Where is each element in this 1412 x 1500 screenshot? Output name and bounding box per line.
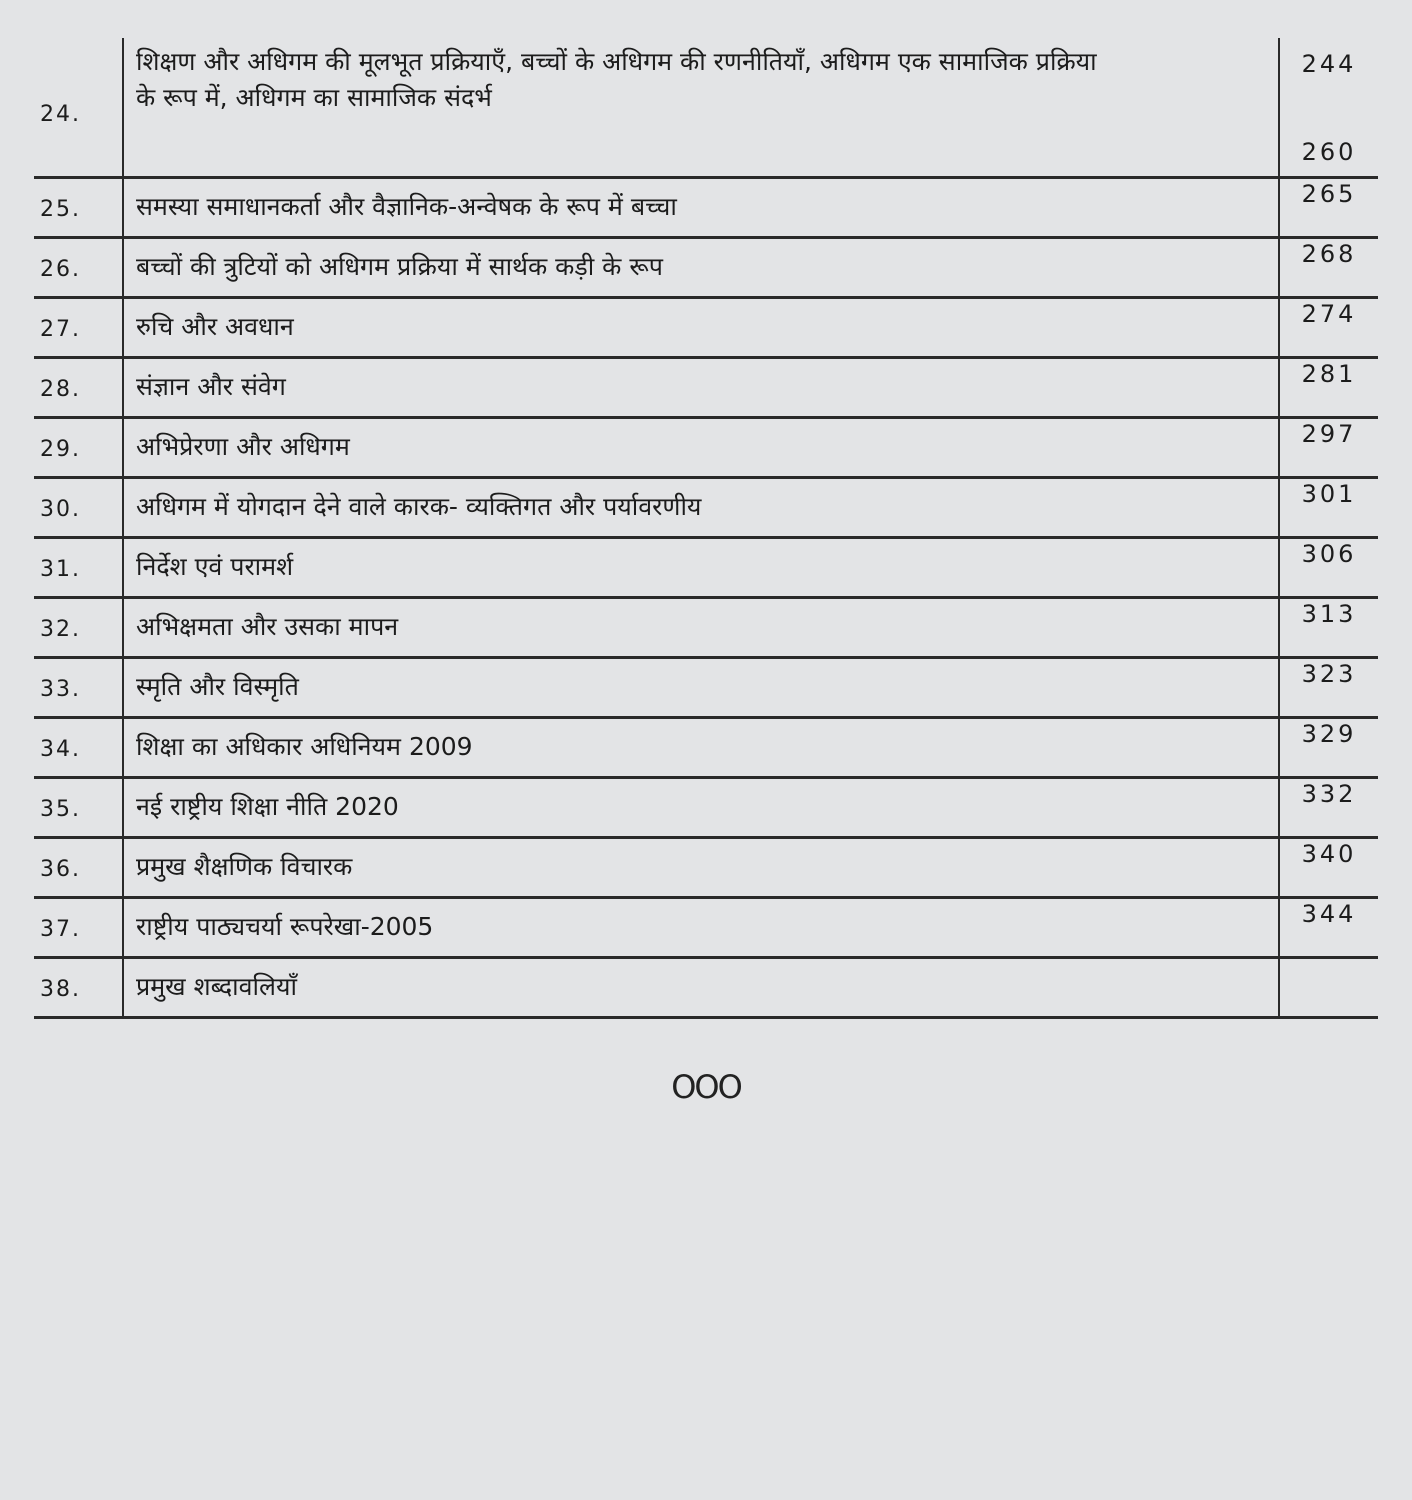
page-number-top: 244 [1301, 50, 1357, 78]
page-number: 301 [1278, 479, 1378, 536]
table-of-contents [34, 38, 1378, 1019]
page-number: 260 [1301, 138, 1357, 166]
page-number: 332 [1278, 779, 1378, 836]
chapter-title: बच्चों की त्रुटियों को अधिगम प्रक्रिया में सार्थक कड़ी के रूप [122, 239, 1278, 296]
chapter-number: 32. [40, 617, 81, 642]
page-number: 313 [1278, 599, 1378, 656]
toc-row-24 [34, 38, 1378, 179]
chapter-title: समस्या समाधानकर्ता और वैज्ञानिक-अन्वेषक के रूप में बच्चा [122, 179, 1278, 236]
chapter-title: प्रमुख शैक्षणिक विचारक [122, 839, 1278, 896]
chapter-title [122, 38, 1278, 176]
chapter-number: 35. [40, 797, 81, 822]
chapter-title: अधिगम में योगदान देने वाले कारक- व्यक्तिगत और पर्यावरणीय [122, 479, 1278, 536]
page-number: 344 [1278, 899, 1378, 956]
page-number: 281 [1278, 359, 1378, 416]
toc-row-32 [34, 599, 1378, 659]
chapter-title: शिक्षा का अधिकार अधिनियम 2009 [122, 719, 1278, 776]
toc-row-25 [34, 179, 1378, 239]
chapter-title: नई राष्ट्रीय शिक्षा नीति 2020 [122, 779, 1278, 836]
chapter-number: 36. [40, 857, 81, 882]
page-number: 340 [1278, 839, 1378, 896]
toc-row-26 [34, 239, 1378, 299]
toc-row-37 [34, 899, 1378, 959]
chapter-number: 34. [40, 737, 81, 762]
chapter-title: निर्देश एवं परामर्श [122, 539, 1278, 596]
chapter-number: 26. [40, 257, 81, 282]
chapter-title: रुचि और अवधान [122, 299, 1278, 356]
chapter-title: अभिप्रेरणा और अधिगम [122, 419, 1278, 476]
page-number-column [1278, 38, 1378, 188]
chapter-number: 31. [40, 557, 81, 582]
page-number: 329 [1278, 719, 1378, 776]
toc-row-31 [34, 539, 1378, 599]
chapter-number: 24. [40, 102, 81, 127]
page-number: 306 [1278, 539, 1378, 596]
toc-row-28 [34, 359, 1378, 419]
toc-row-36 [34, 839, 1378, 899]
chapter-number: 30. [40, 497, 81, 522]
chapter-title: प्रमुख शब्दावलियाँ [122, 959, 1278, 1016]
end-of-section-mark: OOO [671, 1068, 741, 1106]
page-number: 268 [1278, 239, 1378, 296]
chapter-number: 38. [40, 977, 81, 1002]
page-number: 265 [1278, 179, 1378, 236]
chapter-number: 33. [40, 677, 81, 702]
page-number: 323 [1278, 659, 1378, 716]
page-number [1278, 959, 1378, 1016]
chapter-title: अभिक्षमता और उसका मापन [122, 599, 1278, 656]
chapter-title: राष्ट्रीय पाठ्यचर्या रूपरेखा-2005 [122, 899, 1278, 956]
page-number: 297 [1278, 419, 1378, 476]
chapter-number: 25. [40, 197, 81, 222]
toc-row-34 [34, 719, 1378, 779]
chapter-title: संज्ञान और संवेग [122, 359, 1278, 416]
toc-row-38 [34, 959, 1378, 1019]
toc-row-33 [34, 659, 1378, 719]
toc-row-29 [34, 419, 1378, 479]
toc-row-30 [34, 479, 1378, 539]
chapter-number: 28. [40, 377, 81, 402]
chapter-title-line1: शिक्षण और अधिगम की मूलभूत प्रक्रियाएँ, बच्चों के अधिगम की रणनीतियाँ, अधिगम एक सामाजिक प्रक्रिया [136, 47, 1097, 76]
chapter-number: 27. [40, 317, 81, 342]
chapter-number: 37. [40, 917, 81, 942]
page-number: 274 [1278, 299, 1378, 356]
toc-row-35 [34, 779, 1378, 839]
chapter-title-line2: के रूप में, अधिगम का सामाजिक संदर्भ [136, 83, 492, 112]
toc-row-27 [34, 299, 1378, 359]
chapter-title: स्मृति और विस्मृति [122, 659, 1278, 716]
chapter-number: 29. [40, 437, 81, 462]
